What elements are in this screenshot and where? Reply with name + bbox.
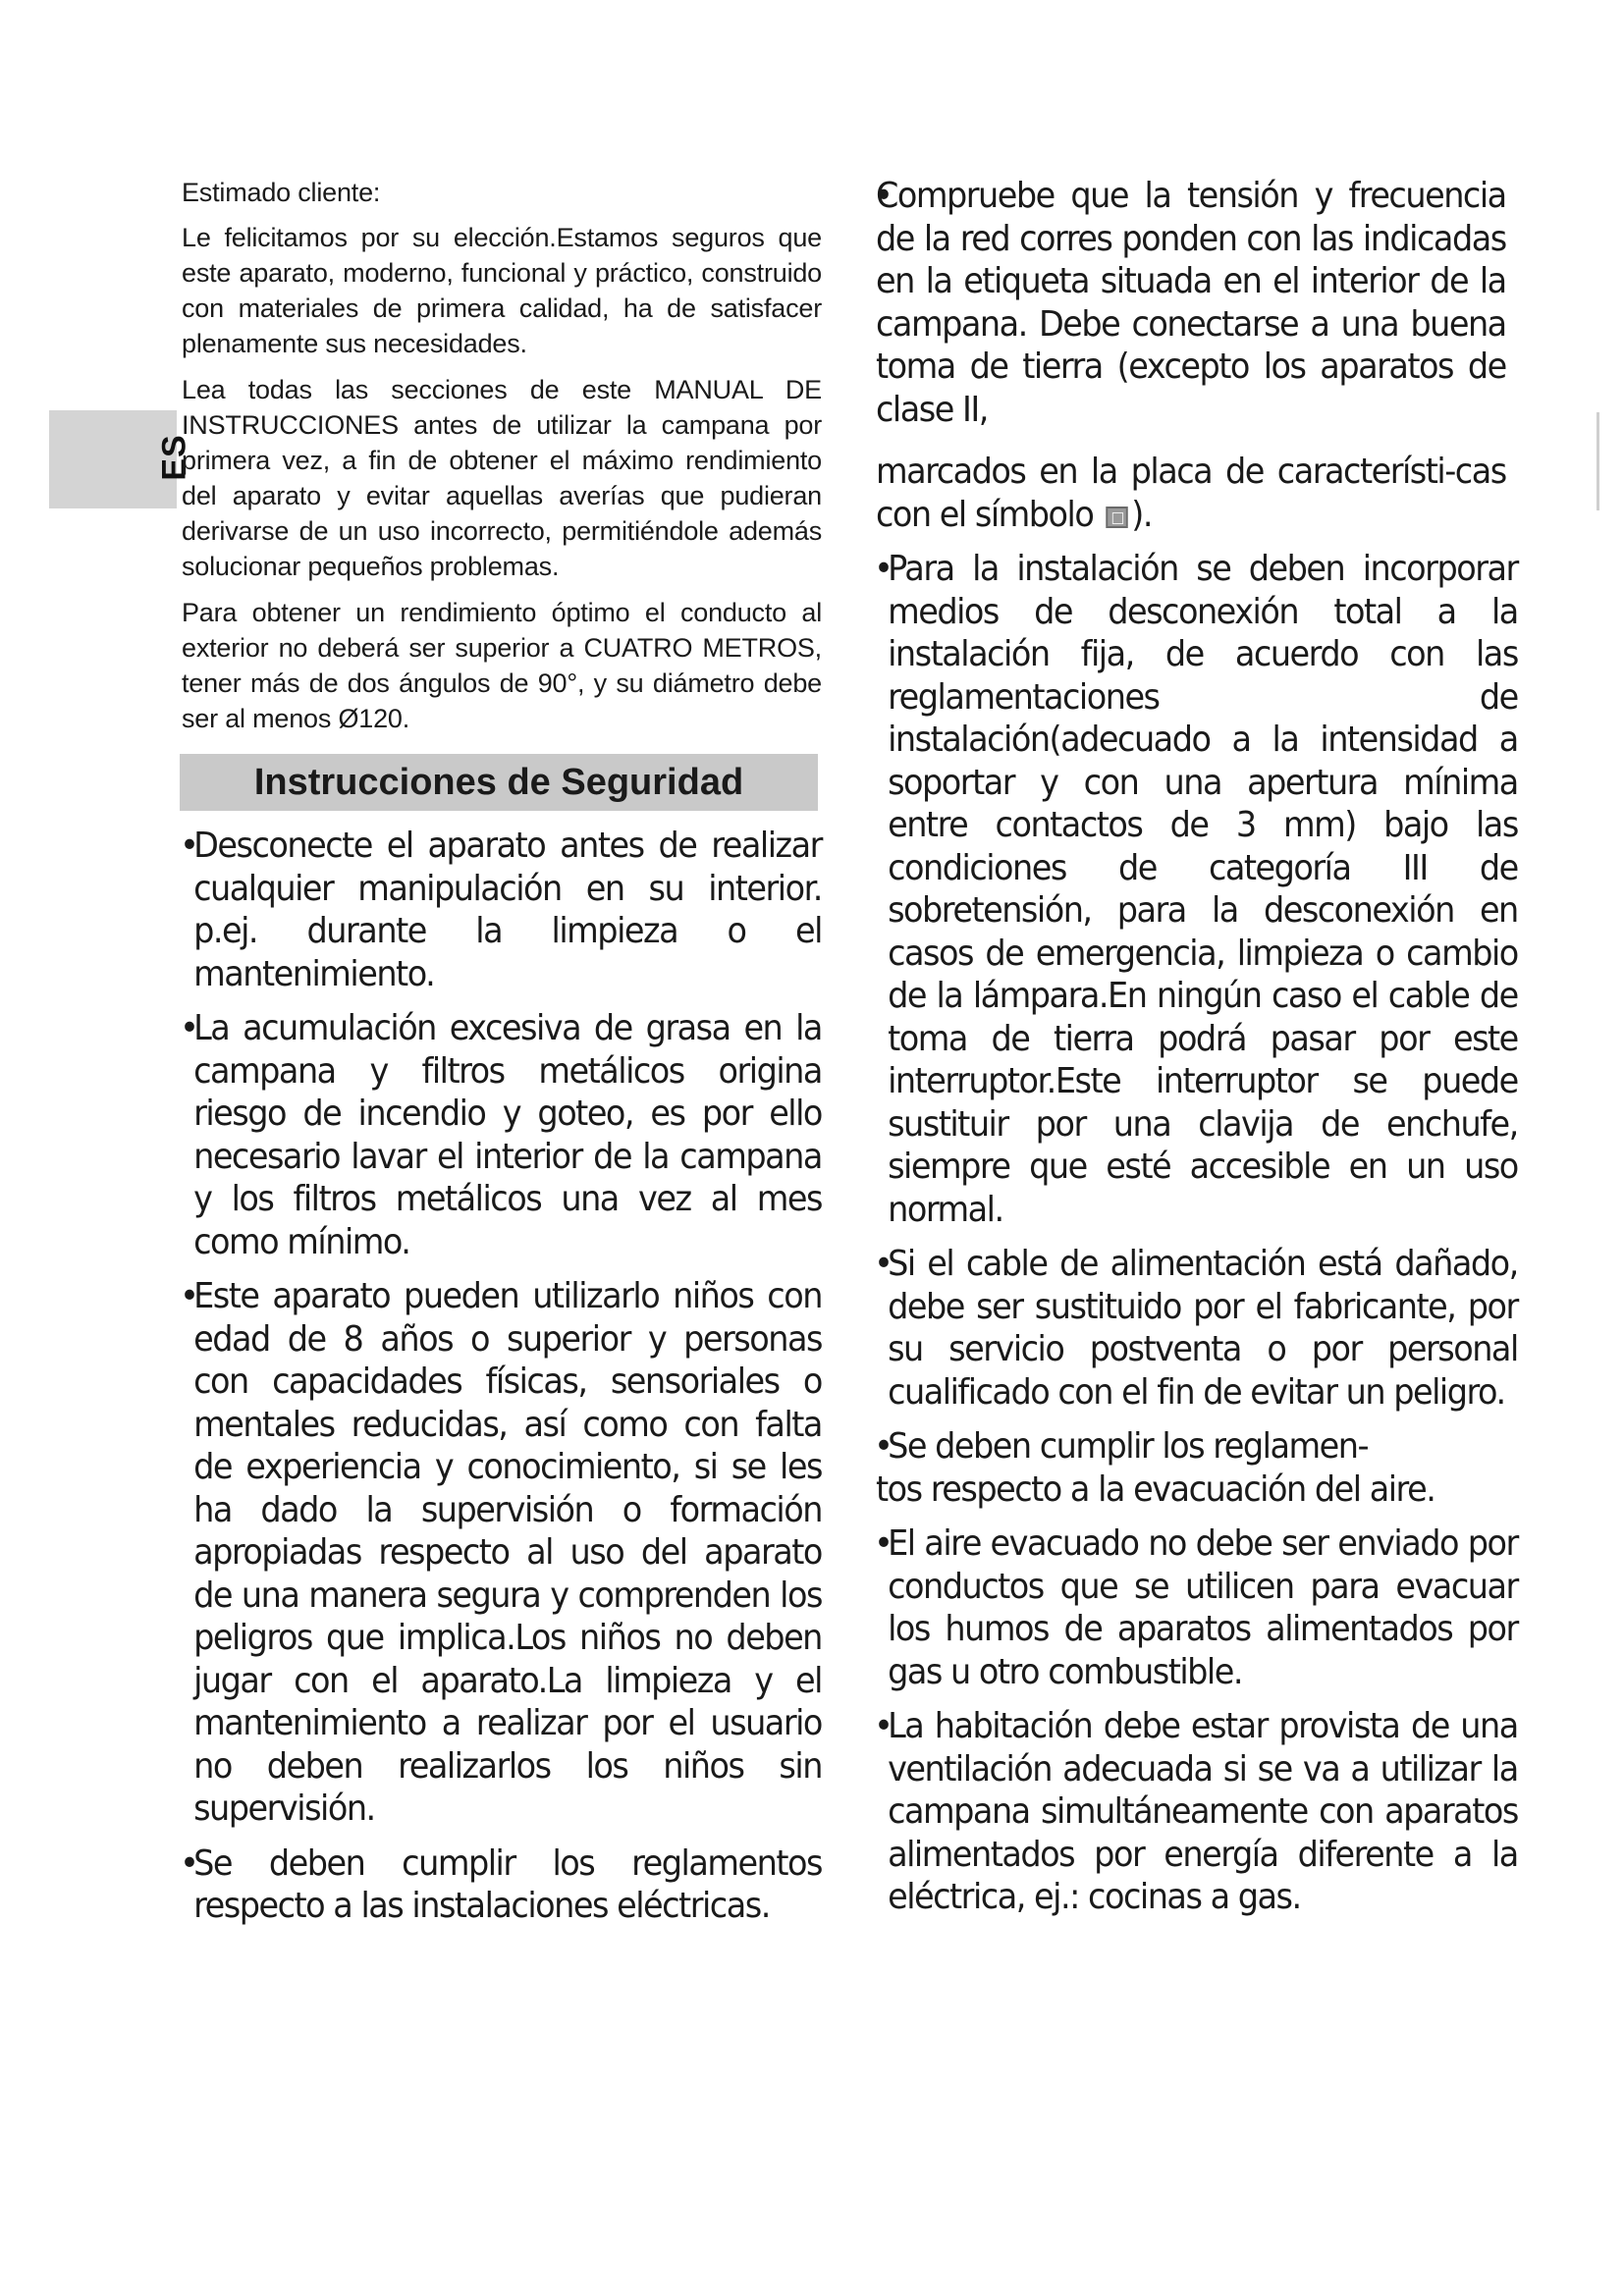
safety-item: • Este aparato pueden utilizarlo niños con edad de 8 años o superior y personas con capacidades físicas, sensoriales o mentales reducidas, así como con falta de experiencia y conocimiento, si se les ha dado la supervisión o formación apropiadas respecto al uso del aparato de una manera segura y comprenden los peligros que implica.Los niños no deben jugar con el aparato.La limpieza y el mantenimiento a realizar por el usuario no deben realizarlos los niños sin supervisión. bbox=[182, 1275, 822, 1831]
safety-item bbox=[876, 1425, 1518, 1511]
right-column bbox=[876, 175, 1519, 1931]
class-ii-symbol-icon bbox=[1106, 507, 1127, 528]
safety-item-continuation bbox=[876, 451, 1506, 536]
intro-section bbox=[182, 175, 822, 736]
greeting: Estimado cliente: bbox=[182, 178, 381, 207]
safety-item: • Para la instalación se deben incorporar medios de desconexión total a la instalación fija, de acuerdo con las reglamentaciones de instalación(adecuado a la intensidad a soportar y con una apertura mínima entre contactos de 3 mm) bajo las condiciones de categoría III de sobretensión, para la desconexión en casos de emergencia, limpieza o cambio de la lámpara.En ningún caso el cable de toma de tierra podrá pasar por este interruptor.Este interruptor se puede sustituir por una clavija de enchufe, siempre que esté accesible en un uso normal. bbox=[876, 548, 1518, 1231]
safety-item-text-continued: tos respecto a la evacuación del aire. bbox=[876, 1468, 1435, 1510]
safety-section-title: Instrucciones de Seguridad bbox=[180, 754, 818, 811]
safety-item-text: Compruebe que la tensión y frecuencia de la red corres ponden con las indicadas en la etiqueta situada en el interior de la campana. Debe conectarse a una buena toma de tierra (excepto los aparatos de clase II, bbox=[876, 176, 1506, 430]
safety-item: • El aire evacuado no debe ser enviado por conductos que se utilicen para evacuar los humos de aparatos alimentados por gas u otro combustible. bbox=[876, 1522, 1518, 1693]
language-tab-label: ES bbox=[155, 434, 193, 481]
page-edge-mark bbox=[1597, 412, 1599, 510]
safety-item: • La acumulación excesiva de grasa en la campana y filtros metálicos origina riesgo de incendio y goteo, es por ello necesario lavar el interior de la campana y los filtros metálicos una vez al mes como mínimo. bbox=[182, 1007, 822, 1263]
intro-paragraph-2: Lea todas las secciones de este MANUAL DE INSTRUCCIONES antes de utilizar la campana por primera vez, a fin de obtener el máximo rendimiento del aparato y evitar aquellas averías que pudieran derivarse de un uso incorrecto, permitiéndole además solucionar pequeños problemas. bbox=[182, 375, 822, 581]
safety-item-text: Se deben cumplir los reglamen- bbox=[888, 1426, 1369, 1467]
safety-item: • La habitación debe estar provista de una ventilación adecuada si se va a utilizar la campana simultáneamente con aparatos alimentados por energía diferente a la eléctrica, ej.: cocinas a gas. bbox=[876, 1705, 1518, 1919]
intro-paragraph-3: Para obtener un rendimiento óptimo el conducto al exterior no deberá ser superior a CUATRO METROS, tener más de dos ángulos de 90°, y su diámetro debe ser al menos Ø120. bbox=[182, 598, 822, 733]
safety-list-right bbox=[876, 175, 1519, 1919]
intro-paragraph-1: Le felicitamos por su elección.Estamos seguros que este aparato, moderno, funcional y práctico, construido con materiales de primera calidad, ha de satisfacer plenamente sus necesidades. bbox=[182, 223, 822, 358]
continuation-text: marcados en la placa de característi-cas con el símbolo bbox=[876, 452, 1506, 535]
safety-list-left bbox=[182, 825, 822, 1928]
left-column bbox=[182, 175, 822, 1940]
safety-item: • Si el cable de alimentación está dañado, debe ser sustituido por el fabricante, por su servicio postventa o por personal cualificado con el fin de evitar un peligro. bbox=[876, 1243, 1518, 1414]
continuation-end: ). bbox=[1131, 494, 1153, 535]
safety-item bbox=[876, 175, 1506, 431]
safety-item: • Se deben cumplir los reglamentos respecto a las instalaciones eléctricas. bbox=[182, 1842, 822, 1928]
language-tab bbox=[49, 410, 193, 508]
safety-item: • Desconecte el aparato antes de realizar cualquier manipulación en su interior. p.ej. durante la limpieza o el mantenimiento. bbox=[182, 825, 822, 995]
